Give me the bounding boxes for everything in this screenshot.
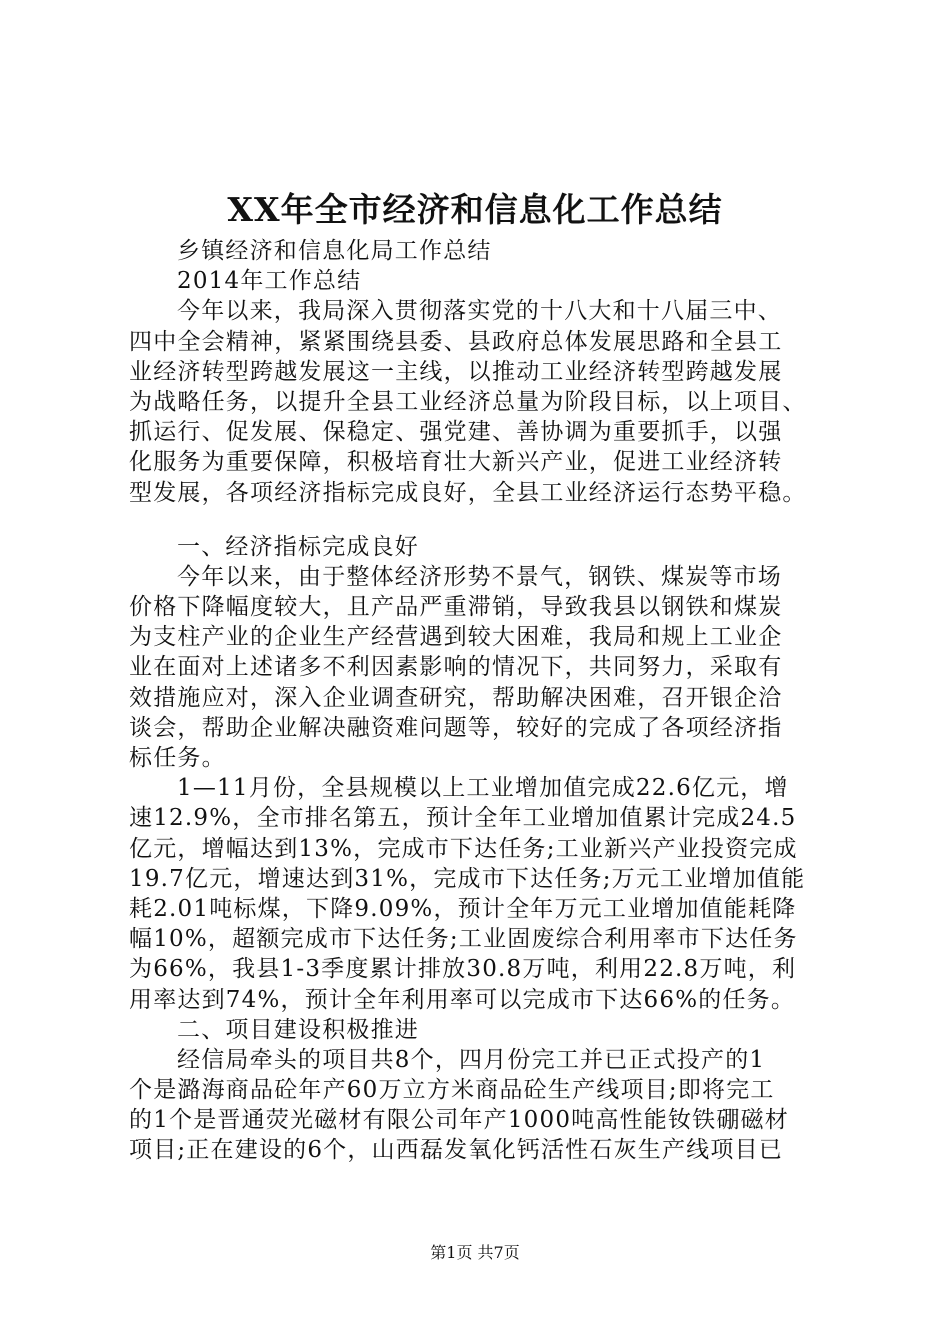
paragraph-line: 速12.9%，全市排名第五，预计全年工业增加值累计完成24.5 [129, 805, 797, 832]
paragraph-line: 的1个是晋通荧光磁材有限公司年产1000吨高性能钕铁硼磁材 [129, 1107, 789, 1134]
paragraph-line: 型发展，各项经济指标完成良好，全县工业经济运行态势平稳。 [129, 479, 807, 506]
document-body [129, 236, 829, 1166]
paragraph-line: 价格下降幅度较大，且产品严重滞销，导致我县以钢铁和煤炭 [129, 594, 783, 621]
paragraph-line: 今年以来，由于整体经济形势不景气，钢铁、煤炭等市场 [177, 563, 782, 590]
paragraph-line: 业在面对上述诸多不利因素影响的情况下，共同努力，采取有 [129, 654, 783, 681]
subtitle-line: 乡镇经济和信息化局工作总结 [177, 238, 492, 264]
paragraph-line: 抓运行、促发展、保稳定、强党建、善协调为重要抓手，以强 [129, 419, 783, 446]
paragraph-line: 业经济转型跨越发展这一主线，以推动工业经济转型跨越发展 [129, 358, 783, 385]
document-title: XX年全市经济和信息化工作总结 [227, 190, 723, 229]
paragraph-line: 个是潞海商品砼年产60万立方米商品砼生产线项目;即将完工 [129, 1077, 775, 1104]
paragraph-line: 幅10%，超额完成市下达任务;工业固废综合利用率市下达任务 [129, 926, 798, 953]
paragraph-line: 项目;正在建设的6个，山西磊发氧化钙活性石灰生产线项目已 [129, 1137, 783, 1164]
paragraph-line: 谈会，帮助企业解决融资难问题等，较好的完成了各项经济指 [129, 714, 783, 741]
paragraph-line: 1—11月份，全县规模以上工业增加值完成22.6亿元，增 [177, 775, 789, 802]
paragraph-line: 亿元，增幅达到13%，完成市下达任务;工业新兴产业投资完成 [129, 835, 798, 862]
paragraph-line: 化服务为重要保障，积极培育壮大新兴产业，促进工业经济转 [129, 449, 783, 476]
page-footer: 第1页 共7页 [430, 1243, 520, 1262]
paragraph-line: 为66%，我县1-3季度累计排放30.8万吨，利用22.8万吨，利 [129, 956, 797, 983]
paragraph-line: 经信局牵头的项目共8个，四月份完工并已正式投产的1 [177, 1046, 766, 1073]
paragraph-line: 今年以来，我局深入贯彻落实党的十八大和十八届三中、 [177, 298, 782, 325]
subtitle-line: 2014年工作总结 [177, 268, 362, 295]
paragraph-line: 用率达到74%，预计全年利用率可以完成市下达66%的任务。 [129, 986, 796, 1013]
paragraph-line: 四中全会精神，紧紧围绕县委、县政府总体发展思路和全县工 [129, 328, 783, 355]
paragraph-gap [129, 508, 829, 532]
paragraph-line: 为支柱产业的企业生产经营遇到较大困难，我局和规上工业企 [129, 624, 783, 651]
paragraph-line: 耗2.01吨标煤，下降9.09%，预计全年万元工业增加值能耗降 [129, 895, 797, 922]
paragraph-line: 效措施应对，深入企业调查研究，帮助解决困难，召开银企洽 [129, 684, 783, 711]
section-heading: 一、经济指标完成良好 [177, 533, 419, 560]
section-heading: 二、项目建设积极推进 [177, 1016, 419, 1043]
paragraph-line: 19.7亿元，增速达到31%，完成市下达任务;万元工业增加值能 [129, 865, 806, 892]
paragraph-line: 为战略任务，以提升全县工业经济总量为阶段目标，以上项目、 [129, 388, 807, 415]
paragraph-line: 标任务。 [129, 745, 226, 771]
